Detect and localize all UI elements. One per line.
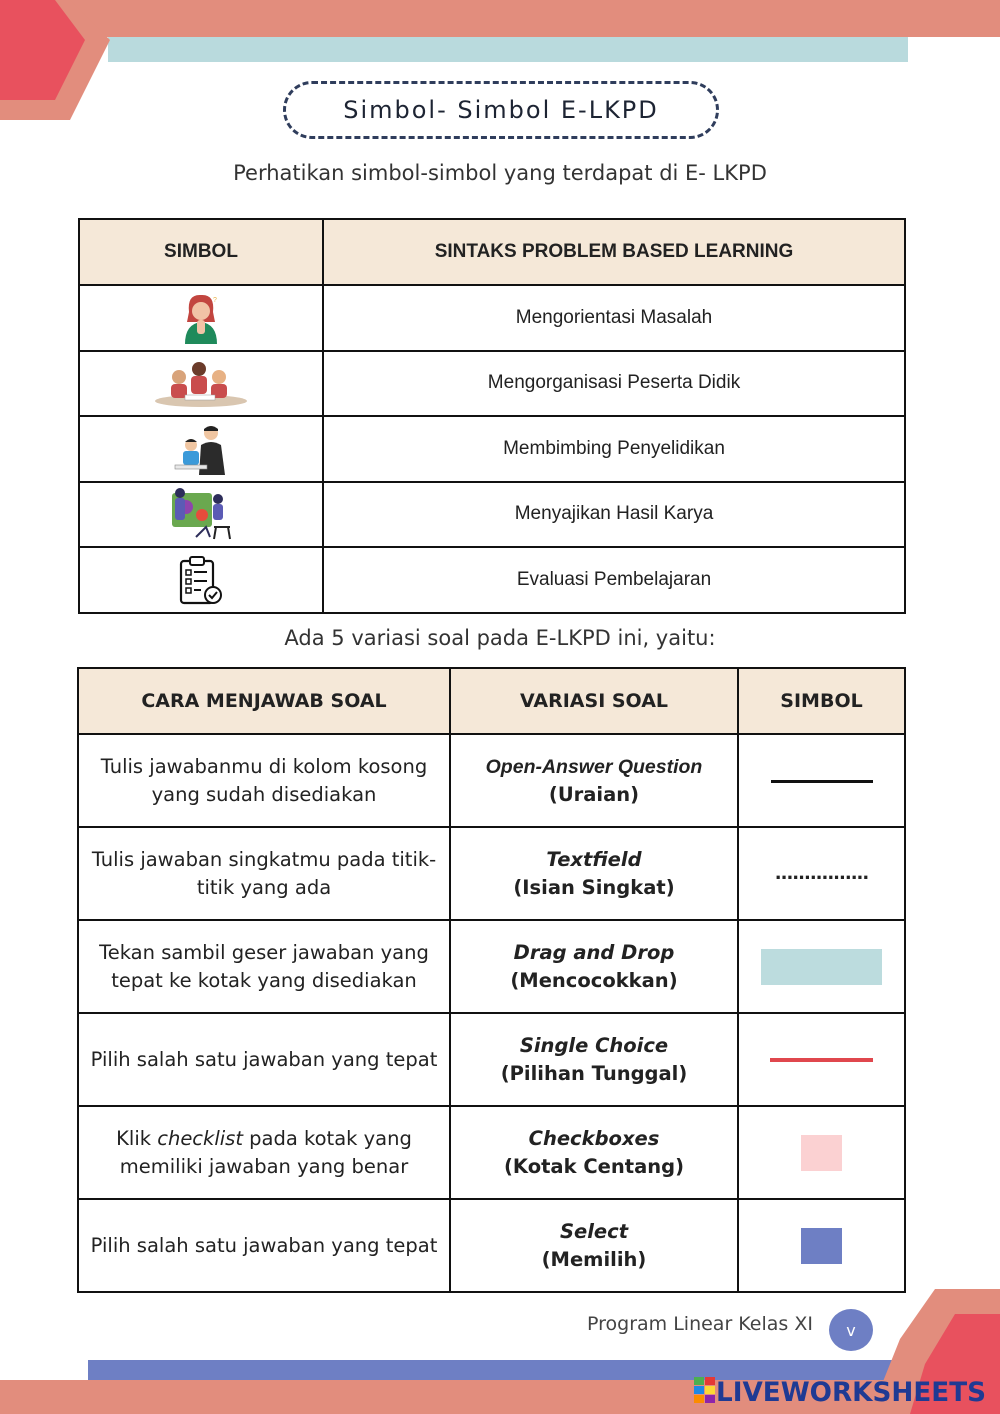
- symbol-cell: [79, 285, 323, 351]
- syntax-label: Membimbing Penyelidikan: [323, 416, 905, 482]
- variant-indonesian: (Mencocokkan): [510, 968, 678, 992]
- variant-indonesian: (Uraian): [548, 782, 640, 806]
- table-row: [79, 285, 905, 351]
- top-teal-band: [108, 37, 908, 62]
- black-line-symbol: [771, 780, 873, 783]
- table-row: [78, 1106, 905, 1199]
- variant-cell: [450, 734, 738, 827]
- teacher-guiding-icon: [171, 423, 231, 475]
- header-cara-menjawab: CARA MENJAWAB SOAL: [78, 668, 450, 734]
- table-row: [78, 1199, 905, 1292]
- red-line-symbol: [770, 1058, 873, 1062]
- symbol-cell: [79, 416, 323, 482]
- intro-text: Perhatikan simbol-simbol yang terdapat di E- LKPD: [233, 161, 767, 185]
- variant-english: Checkboxes: [528, 1126, 660, 1150]
- variant-cell: [450, 1199, 738, 1292]
- dotted-line-symbol: ................: [774, 863, 869, 884]
- question-variation-intro: Ada 5 variasi soal pada E-LKPD ini, yaitu:: [284, 626, 716, 650]
- liveworksheets-wordmark: [716, 1374, 988, 1408]
- header-simbol: SIMBOL: [738, 668, 905, 734]
- liveworksheets-logo-icon: [694, 1377, 716, 1405]
- clipboard-check-icon: [177, 555, 225, 605]
- symbol-cell: [738, 734, 905, 827]
- presentation-icon: [166, 487, 236, 541]
- drag-drop-box-symbol: [761, 949, 882, 985]
- answer-instruction: Pilih salah satu jawaban yang tepat: [78, 1013, 450, 1106]
- symbol-cell: [738, 920, 905, 1013]
- instruction-italic: checklist: [157, 1126, 243, 1150]
- group-study-icon: [151, 357, 251, 409]
- symbol-cell: [738, 1013, 905, 1106]
- table-header-row: [79, 219, 905, 285]
- variant-cell: [450, 920, 738, 1013]
- instruction-pre: Klik: [116, 1126, 158, 1150]
- symbol-cell: [79, 547, 323, 613]
- table-row: [78, 734, 905, 827]
- table-header-row: [78, 668, 905, 734]
- table-row: [78, 827, 905, 920]
- answer-instruction: Tulis jawabanmu di kolom kosong yang sudah disediakan: [78, 734, 450, 827]
- variant-english: Open-Answer Question: [485, 755, 703, 778]
- syntax-label: Evaluasi Pembelajaran: [323, 547, 905, 613]
- header-sintaks: SINTAKS PROBLEM BASED LEARNING: [323, 219, 905, 285]
- symbol-cell: [738, 827, 905, 920]
- liveworksheets-logo: [694, 1374, 988, 1408]
- variant-indonesian: (Memilih): [541, 1247, 647, 1271]
- symbol-cell: [79, 351, 323, 417]
- syntax-label: Mengorientasi Masalah: [323, 285, 905, 351]
- instruction-post: pada kotak yang memiliki jawaban yang benar: [119, 1126, 412, 1178]
- svg-text:LIVEWORKSHEETS: LIVEWORKSHEETS: [716, 1377, 986, 1408]
- header-variasi-soal: VARIASI SOAL: [450, 668, 738, 734]
- svg-text:?: ?: [213, 296, 217, 304]
- variant-cell: [450, 1106, 738, 1199]
- variant-indonesian: (Kotak Centang): [504, 1154, 684, 1178]
- variant-cell: [450, 1013, 738, 1106]
- blue-box-symbol: [801, 1228, 842, 1264]
- answer-instruction: [78, 1106, 450, 1199]
- symbol-cell: [79, 482, 323, 548]
- answer-instruction: Tekan sambil geser jawaban yang tepat ke kotak yang disediakan: [78, 920, 450, 1013]
- table-row: [79, 547, 905, 613]
- syntax-label: Menyajikan Hasil Karya: [323, 482, 905, 548]
- top-left-corner-shape: [0, 0, 120, 125]
- question-variation-table: [77, 667, 906, 1293]
- answer-instruction: Tulis jawaban singkatmu pada titik-titik yang ada: [78, 827, 450, 920]
- pbl-syntax-table: [78, 218, 906, 614]
- syntax-label: Mengorganisasi Peserta Didik: [323, 351, 905, 417]
- table-row: [78, 920, 905, 1013]
- table-row: [79, 351, 905, 417]
- thinking-woman-icon: [179, 292, 223, 344]
- variant-english: Select: [559, 1219, 629, 1243]
- variant-indonesian: (Isian Singkat): [513, 875, 675, 899]
- variant-english: Drag and Drop: [513, 940, 675, 964]
- table-row: [79, 482, 905, 548]
- table-row: [79, 416, 905, 482]
- answer-instruction: Pilih salah satu jawaban yang tepat: [78, 1199, 450, 1292]
- top-coral-band: [0, 0, 1000, 37]
- page-title: Simbol- Simbol E-LKPD: [283, 81, 719, 139]
- header-simbol: SIMBOL: [79, 219, 323, 285]
- footer-course-title: Program Linear Kelas XI: [587, 1313, 813, 1335]
- symbol-cell: [738, 1199, 905, 1292]
- symbol-cell: [738, 1106, 905, 1199]
- pink-box-symbol: [801, 1135, 842, 1171]
- variant-english: Textfield: [546, 847, 642, 871]
- table-row: [78, 1013, 905, 1106]
- page-number-badge: v: [829, 1309, 873, 1351]
- variant-cell: [450, 827, 738, 920]
- variant-indonesian: (Pilihan Tunggal): [500, 1061, 688, 1085]
- variant-english: Single Choice: [519, 1033, 669, 1057]
